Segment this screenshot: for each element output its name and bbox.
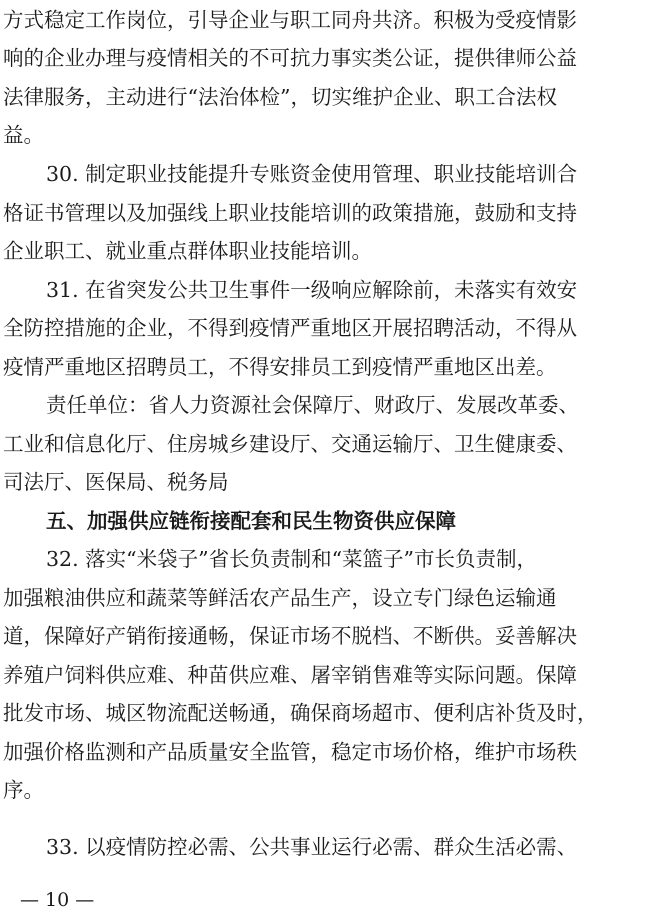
page-number-text: — 10 — xyxy=(20,889,95,911)
paragraph-start xyxy=(0,387,650,423)
text-line xyxy=(0,349,650,385)
text-line xyxy=(0,464,650,500)
paragraph-start xyxy=(0,272,650,308)
line-text: 序。 xyxy=(3,778,44,802)
paragraph-start xyxy=(0,829,650,865)
text-line xyxy=(0,618,650,654)
text-line xyxy=(0,695,650,731)
page-number xyxy=(0,884,220,916)
text-line xyxy=(0,40,650,76)
line-text: 批发市场、城区物流配送畅通，确保商场超市、便利店补货及时， xyxy=(3,701,598,725)
text-line xyxy=(0,2,650,38)
line-text: 全防控措施的企业，不得到疫情严重地区开展招聘活动，不得从 xyxy=(3,316,577,340)
section-heading xyxy=(0,503,650,539)
text-line xyxy=(0,580,650,616)
paragraph-start xyxy=(0,156,650,192)
line-text: 司法厅、医保局、税务局 xyxy=(3,470,229,494)
line-text: 加强粮油供应和蔬菜等鲜活农产品生产，设立专门绿色运输通 xyxy=(3,586,557,610)
line-text: 养殖户饲料供应难、种苗供应难、屠宰销售难等实际问题。保障 xyxy=(3,663,577,687)
line-text: 格证书管理以及加强线上职业技能培训的政策措施，鼓励和支持 xyxy=(3,201,577,225)
line-text: 工业和信息化厅、住房城乡建设厅、交通运输厅、卫生健康委、 xyxy=(3,432,577,456)
text-line xyxy=(0,734,650,770)
line-text: 32. 落实“米袋子”省长负责制和“菜篮子”市长负责制， xyxy=(46,547,538,571)
line-text: 疫情严重地区招聘员工，不得安排员工到疫情严重地区出差。 xyxy=(3,355,557,379)
paragraph-start xyxy=(0,541,650,577)
text-line xyxy=(0,310,650,346)
text-line xyxy=(0,426,650,462)
line-text: 法律服务，主动进行“法治体检”，切实维护企业、职工合法权 xyxy=(3,85,557,109)
line-text: 响的企业办理与疫情相关的不可抗力事实类公证，提供律师公益 xyxy=(3,46,577,70)
line-text: 31. 在省突发公共卫生事件一级响应解除前，未落实有效安 xyxy=(46,278,578,302)
line-text: 33. 以疫情防控必需、公共事业运行必需、群众生活必需、 xyxy=(46,835,578,859)
line-text: 30. 制定职业技能提升专账资金使用管理、职业技能培训合 xyxy=(46,162,578,186)
line-text: 道，保障好产销衔接通畅，保证市场不脱档、不断供。妥善解决 xyxy=(3,624,577,648)
line-text: 加强价格监测和产品质量安全监管，稳定市场价格，维护市场秩 xyxy=(3,740,577,764)
line-text: 方式稳定工作岗位，引导企业与职工同舟共济。积极为受疫情影 xyxy=(3,8,577,32)
text-line xyxy=(0,772,650,808)
line-text: 责任单位：省人力资源社会保障厅、财政厅、发展改革委、 xyxy=(46,393,579,417)
text-line xyxy=(0,79,650,115)
text-line xyxy=(0,117,650,153)
line-text: 企业职工、就业重点群体职业技能培训。 xyxy=(3,239,372,263)
text-line xyxy=(0,195,650,231)
heading-text: 五、加强供应链衔接配套和民生物资供应保障 xyxy=(46,509,456,533)
line-text: 益。 xyxy=(3,123,44,147)
text-line xyxy=(0,233,650,269)
text-line xyxy=(0,657,650,693)
